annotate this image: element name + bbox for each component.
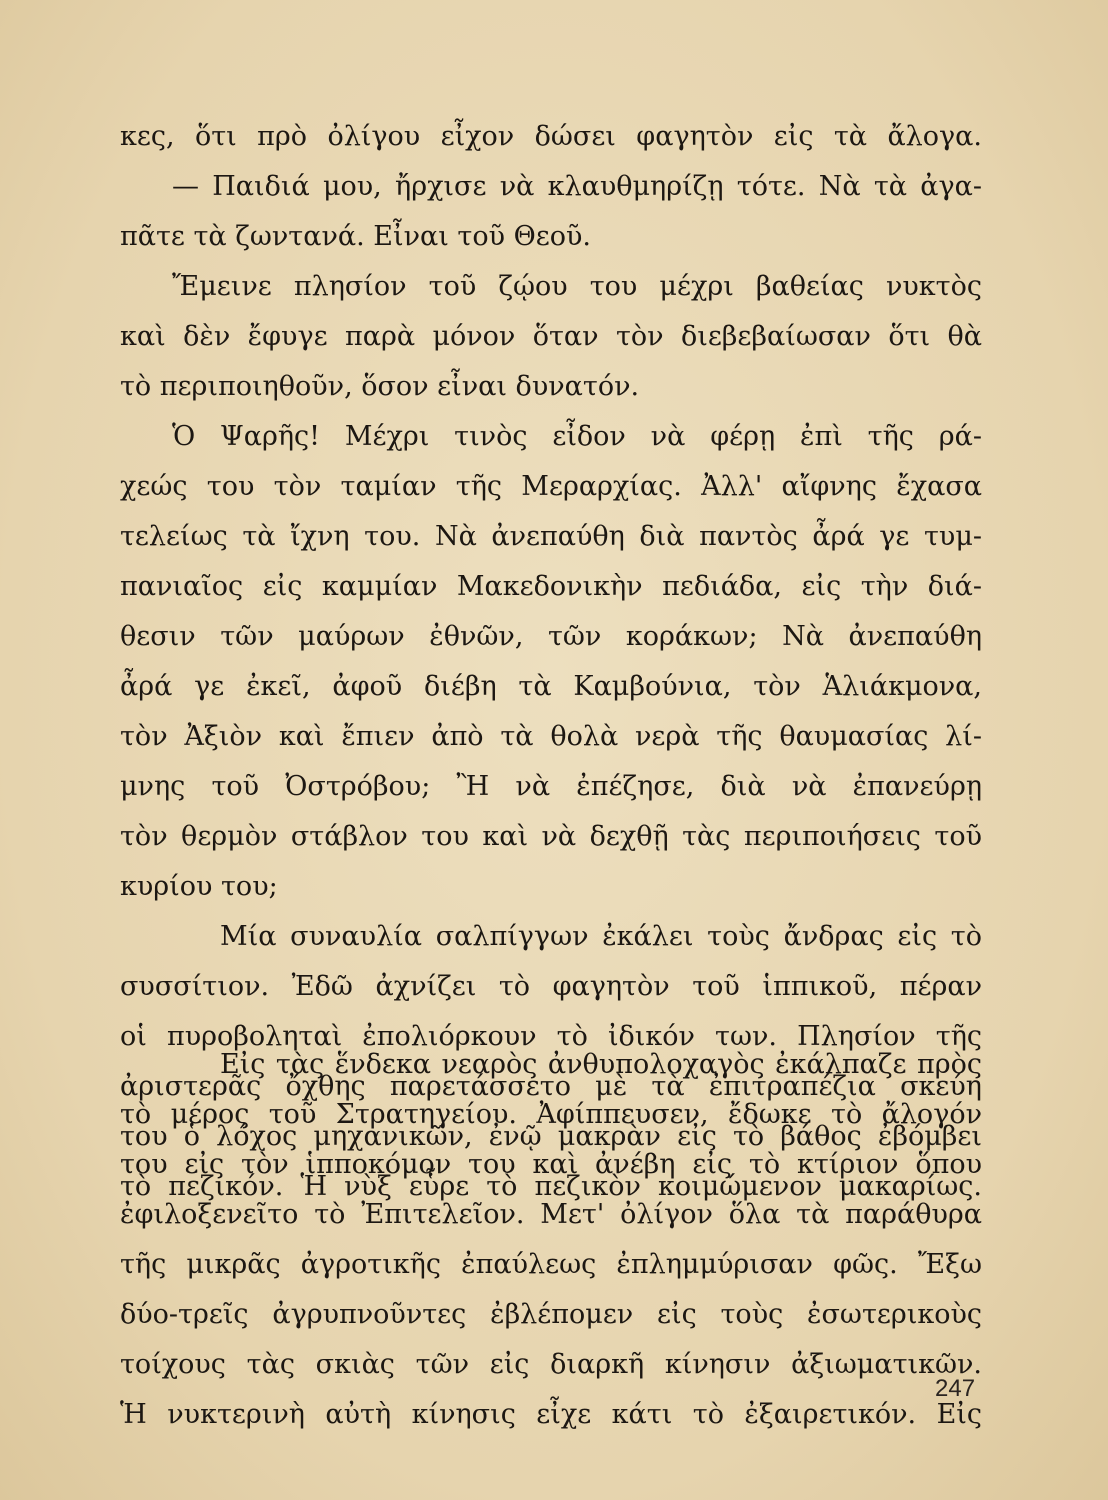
text-line: θεσιν τῶν μαύρων ἐθνῶν, τῶν κοράκων; Νὰ ἀνεπαύθη bbox=[120, 621, 982, 652]
text-line: οἱ πυροβοληταὶ ἐπολιόρκουν τὸ ἰδικόν των. Πλησίον τῆς bbox=[120, 1021, 982, 1052]
text-line: — Παιδιά μου, ἤρχισε νὰ κλαυθμηρίζῃ τότε. Νὰ τὰ ἀγα- bbox=[172, 171, 982, 202]
text-line: κυρίου του; bbox=[120, 871, 278, 902]
text-line: ἀριστερᾶς ὄχθης παρετάσσετο μὲ τὰ ἐπιτραπέζια σκεύη bbox=[120, 1071, 982, 1102]
text-line: τὸν Ἀξιὸν καὶ ἔπιεν ἀπὸ τὰ θολὰ νερὰ τῆς θαυμασίας λί- bbox=[120, 721, 982, 752]
text-line: Ὁ Ψαρῆς! Μέχρι τινὸς εἶδον νὰ φέρῃ ἐπὶ τῆς ρά- bbox=[172, 421, 982, 452]
text-line: Ἡ νυκτερινὴ αὐτὴ κίνησις εἶχε κάτι τὸ ἐξαιρετικόν. Εἰς bbox=[120, 1399, 982, 1430]
text-line: πᾶτε τὰ ζωντανά. Εἶναι τοῦ Θεοῦ. bbox=[120, 221, 591, 252]
text-line: τὸν θερμὸν στάβλον του καὶ νὰ δεχθῇ τὰς περιποιήσεις τοῦ bbox=[120, 821, 982, 852]
text-line: Εἰς τὰς ἕνδεκα νεαρὸς ἀνθυπολοχαγὸς ἐκάλπαζε πρὸς bbox=[220, 1049, 982, 1080]
text-line: Μία συναυλία σαλπίγγων ἐκάλει τοὺς ἄνδρας εἰς τὸ bbox=[220, 921, 982, 952]
text-line: χεώς του τὸν ταμίαν τῆς Μεραρχίας. Ἀλλ' αἴφνης ἔχασα bbox=[120, 471, 982, 502]
text-line: τῆς μικρᾶς ἀγροτικῆς ἐπαύλεως ἐπλημμύρισαν φῶς. Ἔξω bbox=[120, 1249, 982, 1280]
text-line: κες, ὅτι πρὸ ὀλίγου εἶχον δώσει φαγητὸν εἰς τὰ ἄλογα. bbox=[120, 121, 982, 152]
text-block-2 bbox=[120, 1040, 982, 1440]
text-line: τὸ μέρος τοῦ Στρατηγείου. Ἀφίππευσεν, ἔδωκε τὸ ἄλογόν bbox=[120, 1099, 982, 1130]
text-line: Ἔμεινε πλησίον τοῦ ζῴου του μέχρι βαθείας νυκτὸς bbox=[172, 271, 982, 302]
text-line: μνης τοῦ Ὀστρόβου; Ἢ νὰ ἐπέζησε, διὰ νὰ ἐπανεύρῃ bbox=[120, 771, 982, 802]
text-line: καὶ δὲν ἔφυγε παρὰ μόνον ὅταν τὸν διεβεβαίωσαν ὅτι θὰ bbox=[120, 321, 982, 352]
text-line: τὸ περιποιηθοῦν, ὅσον εἶναι δυνατόν. bbox=[120, 371, 640, 402]
page-number: 247 bbox=[935, 1375, 976, 1402]
text-line: πανιαῖος εἰς καμμίαν Μακεδονικὴν πεδιάδα, εἰς τὴν διά- bbox=[120, 571, 982, 602]
text-line: τοίχους τὰς σκιὰς τῶν εἰς διαρκῆ κίνησιν ἀξιωματικῶν. bbox=[120, 1349, 982, 1380]
text-line: του ὁ λόχος μηχανικῶν, ἐνῷ μακρὰν εἰς τὸ βάθος ἐβόμβει bbox=[120, 1121, 982, 1152]
text-line: του εἰς τὸν ἱπποκόμον του καὶ ἀνέβη εἰς τὸ κτίριον ὅπου bbox=[120, 1149, 982, 1180]
text-line: συσσίτιον. Ἐδῶ ἀχνίζει τὸ φαγητὸν τοῦ ἱππικοῦ, πέραν bbox=[120, 971, 982, 1002]
text-line: τελείως τὰ ἴχνη του. Νὰ ἀνεπαύθη διὰ παντὸς ἆρά γε τυμ- bbox=[120, 521, 982, 552]
text-line: ἐφιλοξενεῖτο τὸ Ἐπιτελεῖον. Μετ' ὀλίγον ὅλα τὰ παράθυρα bbox=[120, 1199, 982, 1230]
text-line: ἆρά γε ἐκεῖ, ἀφοῦ διέβη τὰ Καμβούνια, τὸν Ἁλιάκμονα, bbox=[120, 671, 982, 702]
text-line: τὸ πεζικόν. Ἡ νὺξ εὗρε τὸ πεζικὸν κοιμώμενον μακαρίως. bbox=[120, 1171, 982, 1202]
text-line: δύο-τρεῖς ἀγρυπνοῦντες ἐβλέπομεν εἰς τοὺς ἐσωτερικοὺς bbox=[120, 1299, 982, 1330]
